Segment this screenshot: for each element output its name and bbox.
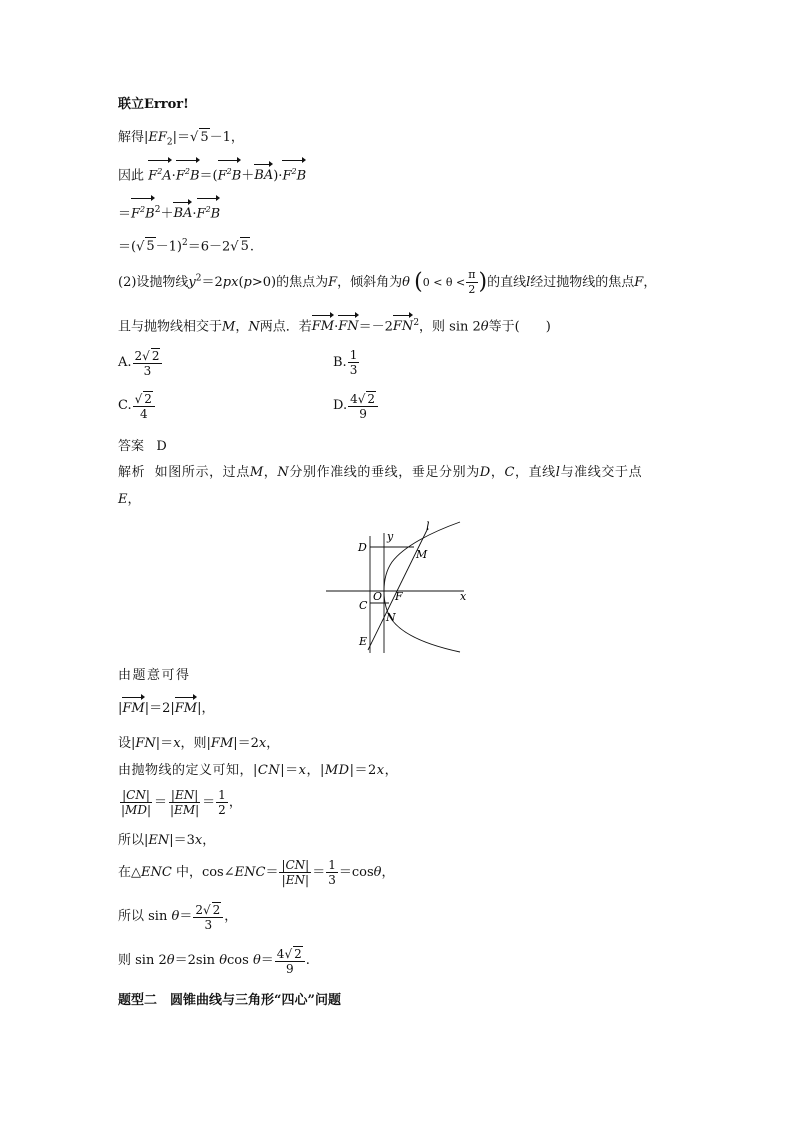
step-sin: 所以 sin θ ＝ $\frac{2√ 2}{3}$ ，: [118, 903, 238, 932]
option-c[interactable]: C. $\frac{√ 2}{4}$: [118, 391, 156, 421]
label-y: y: [387, 530, 394, 543]
step-en: 所以|EN|＝3x，: [118, 833, 216, 848]
step-sin2: 则 sin 2 θ ＝2sin θ cos θ ＝ $\frac{4√ 2}{9}$ .: [118, 947, 310, 976]
step-fm-relation: |FM|＝2|FM|，: [118, 701, 215, 716]
answer-label: 答案: [118, 439, 145, 454]
label-x: x: [460, 590, 467, 603]
label-m: M: [416, 548, 428, 561]
step-definition: 由抛物线的定义可知，|CN|＝x，|MD|＝2x，: [118, 763, 399, 778]
label-n: N: [386, 611, 396, 624]
label-e: E: [359, 635, 368, 648]
step-ratio: $\frac{|CN|}{|MD|}$ ＝ $\frac{|EN|}{|EM|}$ ＝ $\frac{1}{2}$ ，: [121, 788, 242, 817]
step-cos: 在△ ENC 中，cos∠ ENC ＝ $\frac{|CN|}{|EN|}$ ＝ $\frac{1}{3}$ ＝cos θ ，: [118, 858, 395, 887]
step-set-x: 设|FN|＝x，则|FM|＝2x，: [118, 736, 280, 751]
section-heading: 题型二 圆锥曲线与三角形“四心”问题: [118, 993, 341, 1008]
parabola-curve: [384, 522, 460, 652]
label-d: D: [358, 541, 367, 554]
label-c: C: [359, 599, 368, 612]
question-line-1: (2)设抛物线$y^2=2px(p>0)$的焦点为F，倾斜角为θ (0 < θ < $\frac{\pi}{2}$ )的直线l经过抛物线的焦点F，: [118, 268, 657, 296]
option-b[interactable]: B. $\frac{1}{3}$: [333, 348, 358, 377]
label-l: l: [426, 520, 430, 533]
option-a[interactable]: A. $\frac{2√ 2}{3}$: [118, 348, 163, 378]
analysis-label: 解析: [118, 465, 146, 480]
line-solve-ef2: 解得$|EF_2|=√$ 5－1，: [118, 130, 244, 148]
analysis-line-2: E，: [118, 492, 141, 507]
question-line-2: 且与抛物线相交于M，N两点．若$FM\cdot FN=-2FN^2$，则 sin 2θ等于( ): [118, 318, 551, 335]
answer-value: D: [156, 439, 167, 454]
line-simultaneous: 联立Error!: [118, 97, 189, 112]
analysis-line-1: 解析 如图所示，过点M，N分别作准线的垂线，垂足分别为D，C，直线l与准线交于点: [118, 465, 643, 480]
line-result: ＝(√ 5－1)$^2$＝6－2√ 5.: [118, 238, 254, 255]
option-d[interactable]: D. $\frac{4√ 2}{9}$: [333, 391, 379, 421]
line-therefore-dot-product: 因此 $F^2A\cdot F^2B=(F^2B+BA)\cdot F^2B$: [118, 163, 306, 185]
parabola-figure: [322, 518, 472, 658]
label-f: F: [395, 590, 403, 603]
line-expand: $=F^2B^2+BA\cdot F^2B$: [118, 201, 220, 223]
label-o: O: [373, 590, 383, 603]
step-given: 由题意可得: [118, 668, 191, 683]
line-l: [368, 528, 428, 650]
answer-line: [118, 438, 167, 456]
